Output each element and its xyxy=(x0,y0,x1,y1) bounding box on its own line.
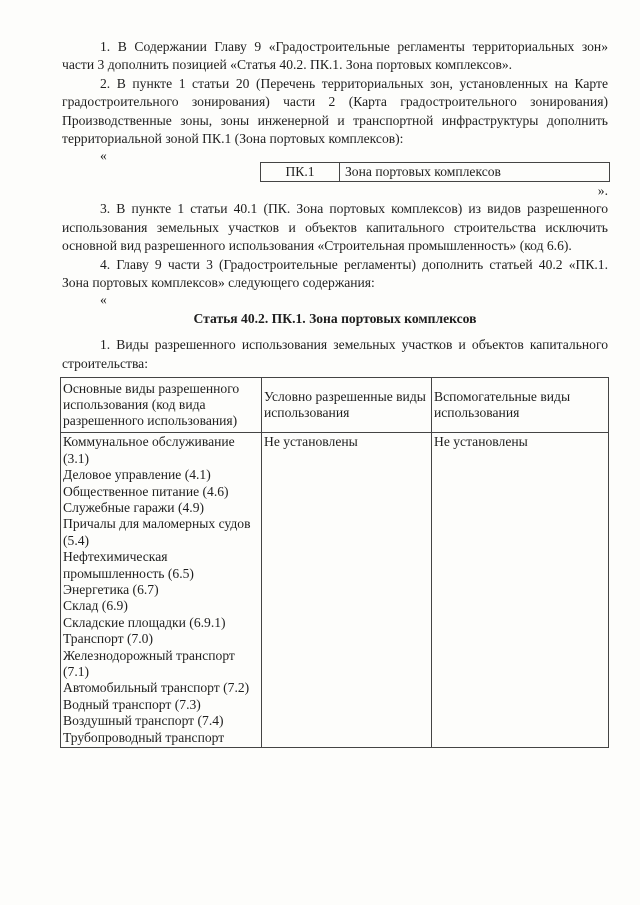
quote-open-2: « xyxy=(100,292,107,308)
list-item: Энергетика (6.7) xyxy=(63,581,159,597)
auxiliary-uses-cell: Не установлены xyxy=(432,433,609,748)
header-auxiliary-uses: Вспомогательные виды использования xyxy=(432,378,609,433)
table-row xyxy=(61,433,609,748)
table-header-row xyxy=(61,378,609,433)
article-title: Статья 40.2. ПК.1. Зона портовых комплексов xyxy=(193,311,477,327)
list-item: Железнодорожный транспорт (7.1) xyxy=(63,647,235,679)
list-item: Водный транспорт (7.3) xyxy=(63,696,201,712)
list-item: Деловое управление (4.1) xyxy=(63,467,211,483)
list-item: Транспорт (7.0) xyxy=(63,631,153,647)
list-item: Общественное питание (4.6) xyxy=(63,483,229,499)
list-item: Служебные гаражи (4.9) xyxy=(63,499,205,515)
list-item: Воздушный транспорт (7.4) xyxy=(63,713,224,729)
conditional-uses-cell: Не установлены xyxy=(262,433,432,748)
header-conditional-uses: Условно разрешенные виды использования xyxy=(262,378,432,433)
list-item: Автомобильный транспорт (7.2) xyxy=(63,680,250,696)
paragraph-4: 4. Главу 9 части 3 (Градостроительные регламенты) дополнить статьей 40.2 «ПК.1. Зона портовых комплексов» следующего содержания: xyxy=(62,256,608,291)
zone-name: Зона портовых комплексов xyxy=(345,164,501,180)
header-main-uses: Основные виды разрешенного использования (код вида разрешенного использования) xyxy=(61,378,262,433)
zone-code: ПК.1 xyxy=(261,163,340,181)
main-uses-cell xyxy=(61,433,262,748)
list-item: Причалы для маломерных судов (5.4) xyxy=(63,516,251,548)
zone-table xyxy=(260,162,610,182)
paragraph-1: 1. В Содержании Главу 9 «Градостроительные регламенты территориальных зон» части 3 дополнить позицией «Статья 40.2. ПК.1. Зона портовых комплексов». xyxy=(62,39,608,73)
paragraph-5: 1. Виды разрешенного использования земельных участков и объектов капитального строительства: xyxy=(62,337,608,371)
paragraph-3: 3. В пункте 1 статьи 40.1 (ПК. Зона портовых комплексов) из видов разрешенного использования земельных участков и объектов капитального строительства исключить основной вид разрешенного использования «Строительная промышленность» (код 6.6). xyxy=(62,201,608,254)
quote-open: « xyxy=(100,148,107,164)
list-item: Коммунальное обслуживание (3.1) xyxy=(63,434,235,466)
list-item: Нефтехимическая промышленность (6.5) xyxy=(63,549,194,581)
list-item: Складские площадки (6.9.1) xyxy=(63,614,226,630)
uses-table xyxy=(60,377,609,748)
document-page xyxy=(62,38,608,748)
quote-close: ». xyxy=(597,183,608,199)
list-item: Склад (6.9) xyxy=(63,598,128,614)
list-item: Трубопроводный транспорт xyxy=(63,729,225,745)
paragraph-2: 2. В пункте 1 статьи 20 (Перечень территориальных зон, установленных на Карте градостроительного зонирования) части 2 (Карта градостроительного зонирования) Производственные зоны, зоны инженерной и транспортной инфраструктуры дополнить территориальной зоной ПК.1 (Зона портовых комплексов): xyxy=(62,75,608,147)
